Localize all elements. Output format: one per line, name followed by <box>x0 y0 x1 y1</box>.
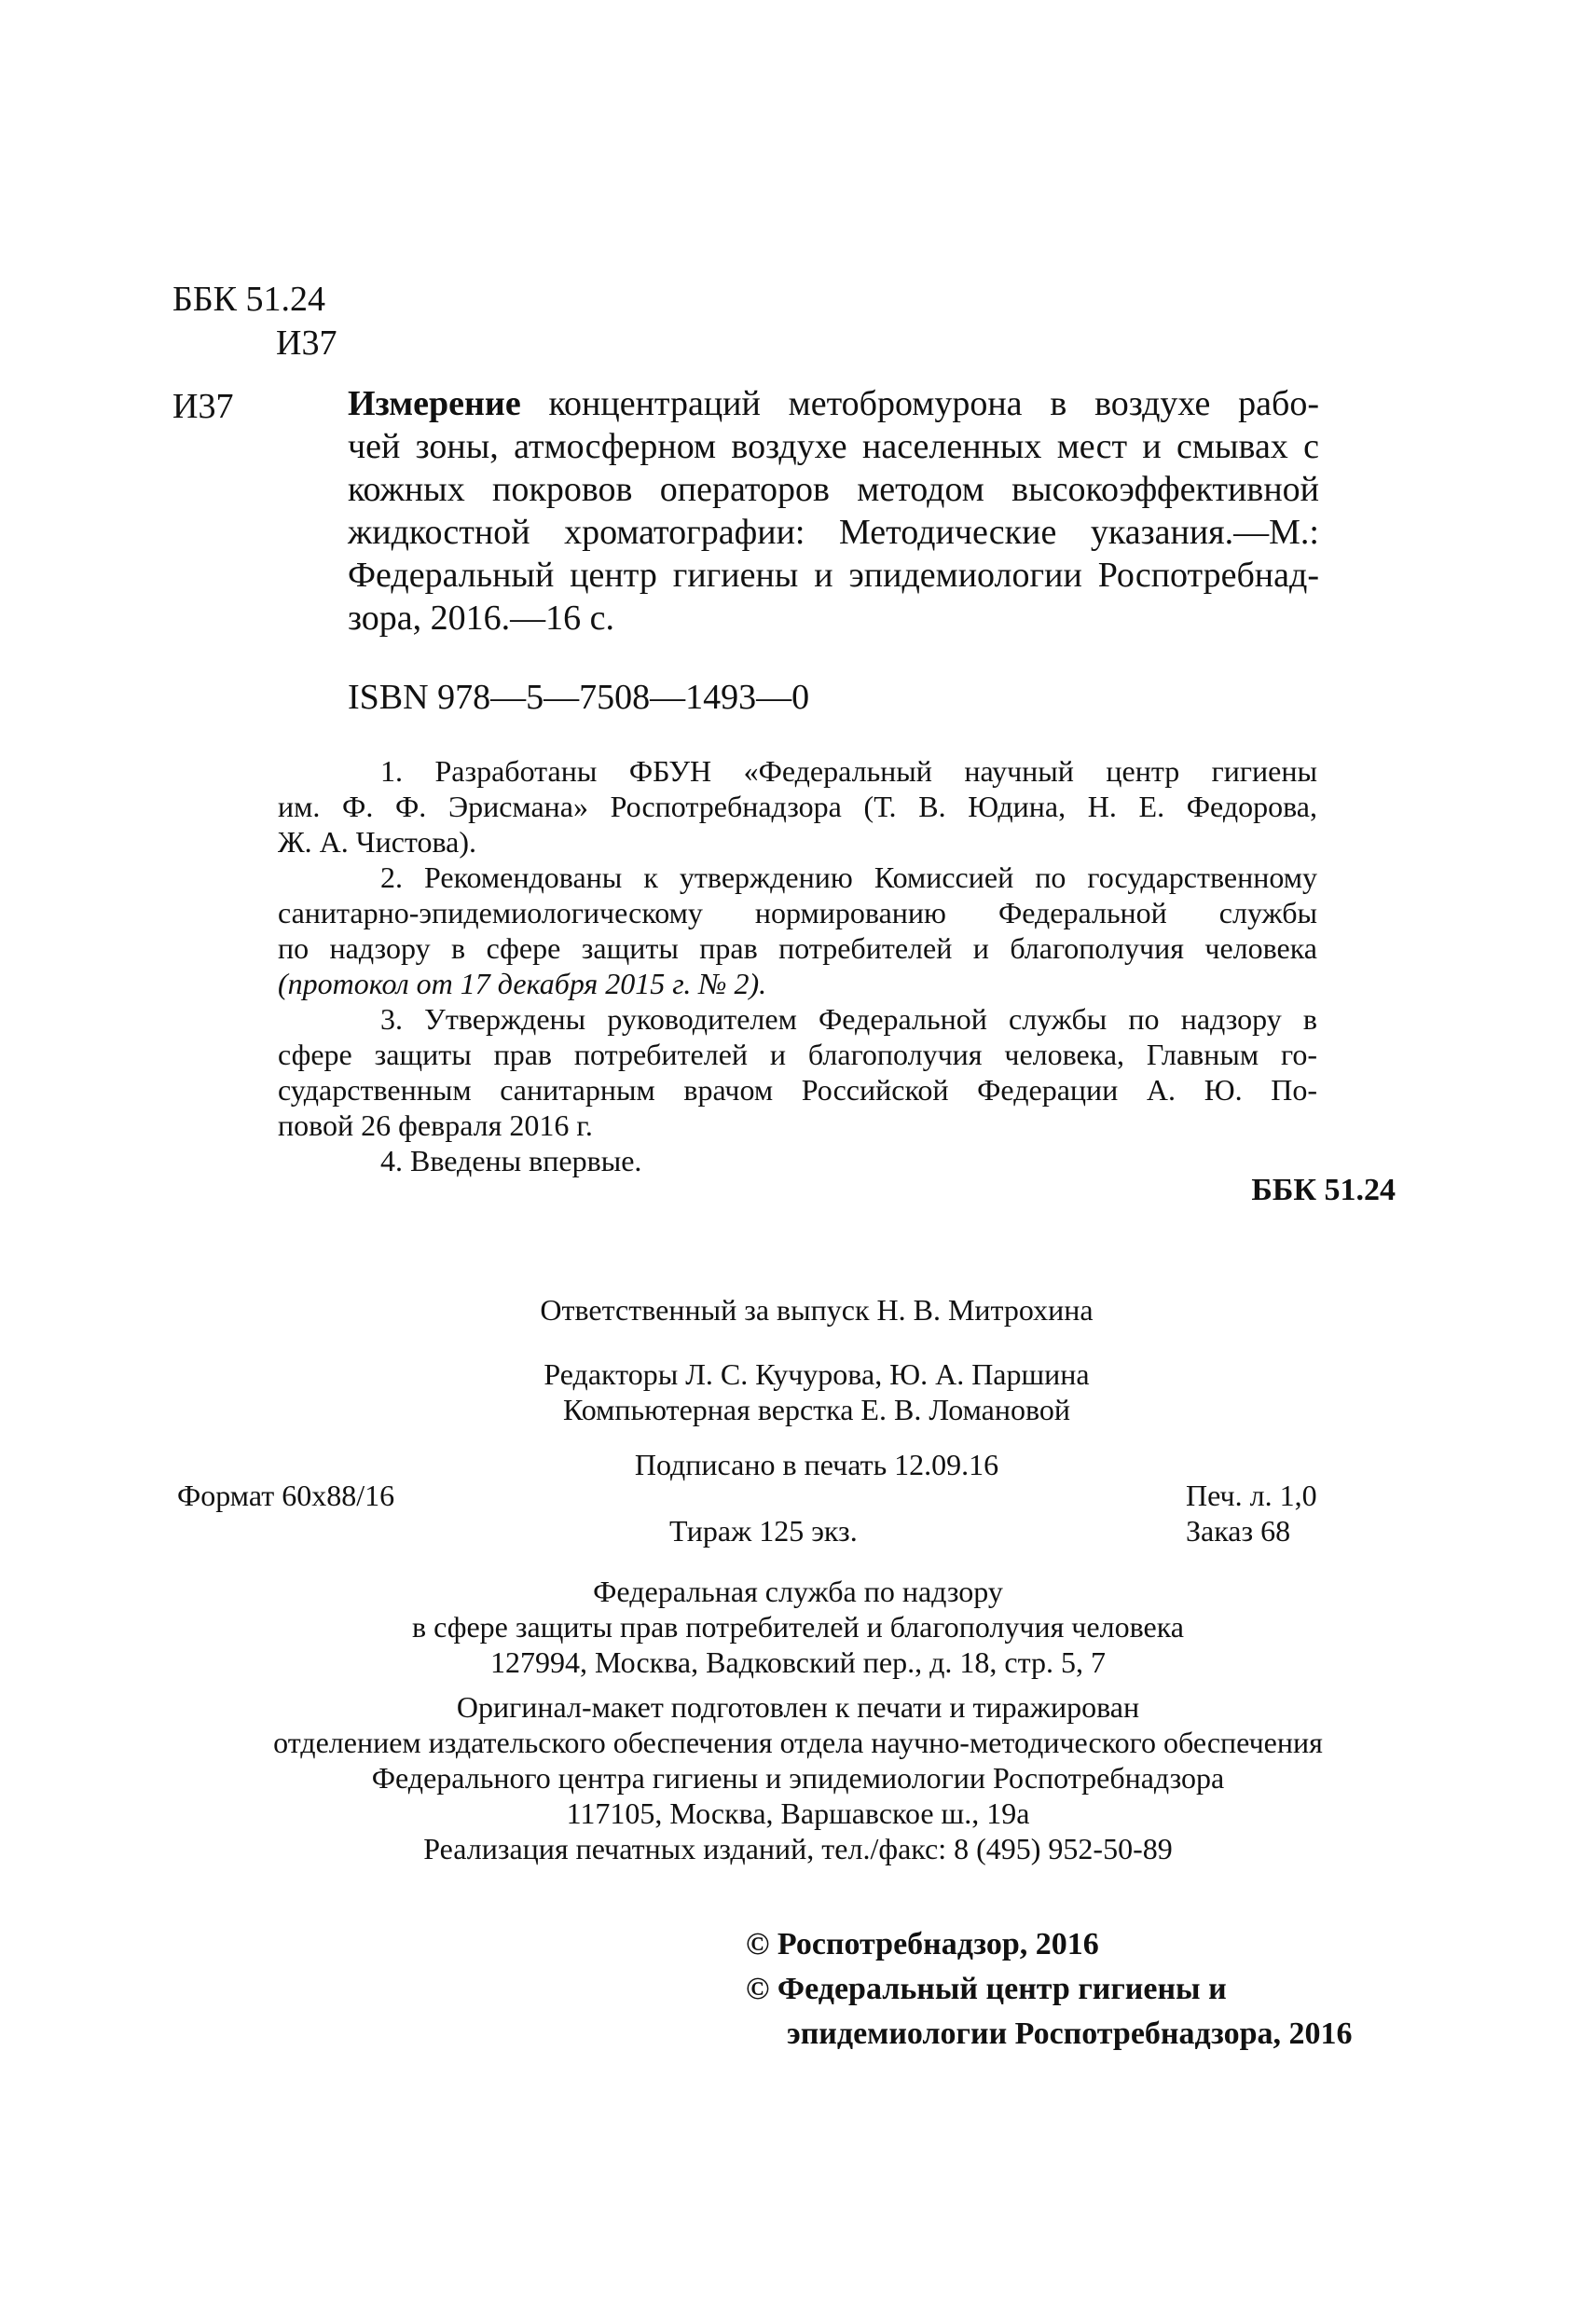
bbk-code: ББК 51.24 <box>172 280 325 319</box>
isbn: ISBN 978—5—7508—1493—0 <box>348 678 810 717</box>
order-number: Заказ 68 <box>1186 1514 1291 1548</box>
note-2-line-1: 2. Рекомендованы к утверждению Комиссией по государственному <box>380 860 1317 894</box>
printer-line-1: Оригинал-макет подготовлен к печати и тиражирован <box>456 1690 1140 1724</box>
note-2-line-3: по надзору в сфере защиты прав потребителей и благополучия человека <box>278 931 1317 965</box>
signed-for-print: Подписано в печать 12.09.16 <box>634 1448 999 1481</box>
printer-block <box>0 1689 1596 1866</box>
editors: Редакторы Л. С. Кучурова, Ю. А. Паршина <box>543 1357 1090 1391</box>
publication-notes <box>278 753 1317 1178</box>
printed-sheets: Печ. л. 1,0 <box>1186 1479 1317 1512</box>
annotation-line-6: зора, 2016.—16 с. <box>348 599 615 638</box>
annotation-line-1: Измерение концентраций метобромурона в воздухе рабо- <box>348 384 1319 423</box>
annotation-line-2: чей зоны, атмосферном воздухе населенных мест и смывах с <box>348 427 1319 466</box>
print-run: Тираж 125 экз. <box>669 1514 858 1548</box>
printer-line-4: 117105, Москва, Варшавское ш., 19а <box>566 1796 1030 1830</box>
responsible-editor: Ответственный за выпуск Н. В. Митрохина <box>540 1293 1094 1327</box>
note-2-protocol: (протокол от 17 декабря 2015 г. № 2). <box>278 967 767 1000</box>
note-2-line-2: санитарно-эпидемиологическому нормированию Федеральной службы <box>278 896 1317 929</box>
printer-line-5: Реализация печатных изданий, тел./факс: 8 (495) 952-50-89 <box>423 1832 1173 1865</box>
bibliographic-annotation <box>348 382 1319 640</box>
author-sign-left: И37 <box>172 387 234 426</box>
note-3-line-3: сударственным санитарным врачом Российской Федерации А. Ю. По- <box>278 1073 1317 1107</box>
copyright-line-3: эпидемиологии Роспотребнадзора, 2016 <box>787 2016 1353 2051</box>
note-4: 4. Введены впервые. <box>380 1144 642 1177</box>
note-1-line-1: 1. Разработаны ФБУН «Федеральный научный центр гигиены <box>380 754 1317 788</box>
bbk-code-right: ББК 51.24 <box>1251 1173 1396 1207</box>
publisher-line-1: Федеральная служба по надзору <box>593 1575 1003 1608</box>
note-1-line-3: Ж. А. Чистова). <box>278 825 477 859</box>
note-1-line-2: им. Ф. Ф. Эрисмана» Роспотребнадзора (Т. В. Юдина, Н. Е. Федорова, <box>278 790 1317 823</box>
copyright-line-2: © Федеральный центр гигиены и <box>746 1972 1227 2006</box>
annotation-line-3: кожных покровов операторов методом высокоэффективной <box>348 470 1319 509</box>
publisher-block <box>0 1574 1596 1680</box>
annotation-line-5: Федеральный центр гигиены и эпидемиологии Роспотребнад- <box>348 556 1319 595</box>
note-3-line-4: повой 26 февраля 2016 г. <box>278 1108 593 1142</box>
printer-line-3: Федерального центра гигиены и эпидемиологии Роспотребнадзора <box>371 1761 1225 1795</box>
computer-layout: Компьютерная верстка Е. В. Ломановой <box>563 1393 1070 1426</box>
note-3-line-1: 3. Утверждены руководителем Федеральной службы по надзору в <box>380 1002 1317 1036</box>
note-3-line-2: сфере защиты прав потребителей и благополучия человека, Главным го- <box>278 1038 1317 1071</box>
printer-line-2: отделением издательского обеспечения отдела научно-методического обеспечения <box>273 1726 1323 1759</box>
publisher-line-2: в сфере защиты прав потребителей и благополучия человека <box>412 1610 1184 1644</box>
annotation-title-word: Измерение <box>348 384 521 423</box>
publisher-line-3: 127994, Москва, Вадковский пер., д. 18, стр. 5, 7 <box>490 1645 1106 1679</box>
author-sign: И37 <box>276 323 337 363</box>
copyright-line-1: © Роспотребнадзор, 2016 <box>746 1927 1099 1961</box>
annotation-line-4: жидкостной хроматографии: Методические указания.—М.: <box>348 513 1319 552</box>
paper-format: Формат 60x88/16 <box>177 1479 395 1512</box>
copyright-block <box>746 1922 1353 2057</box>
